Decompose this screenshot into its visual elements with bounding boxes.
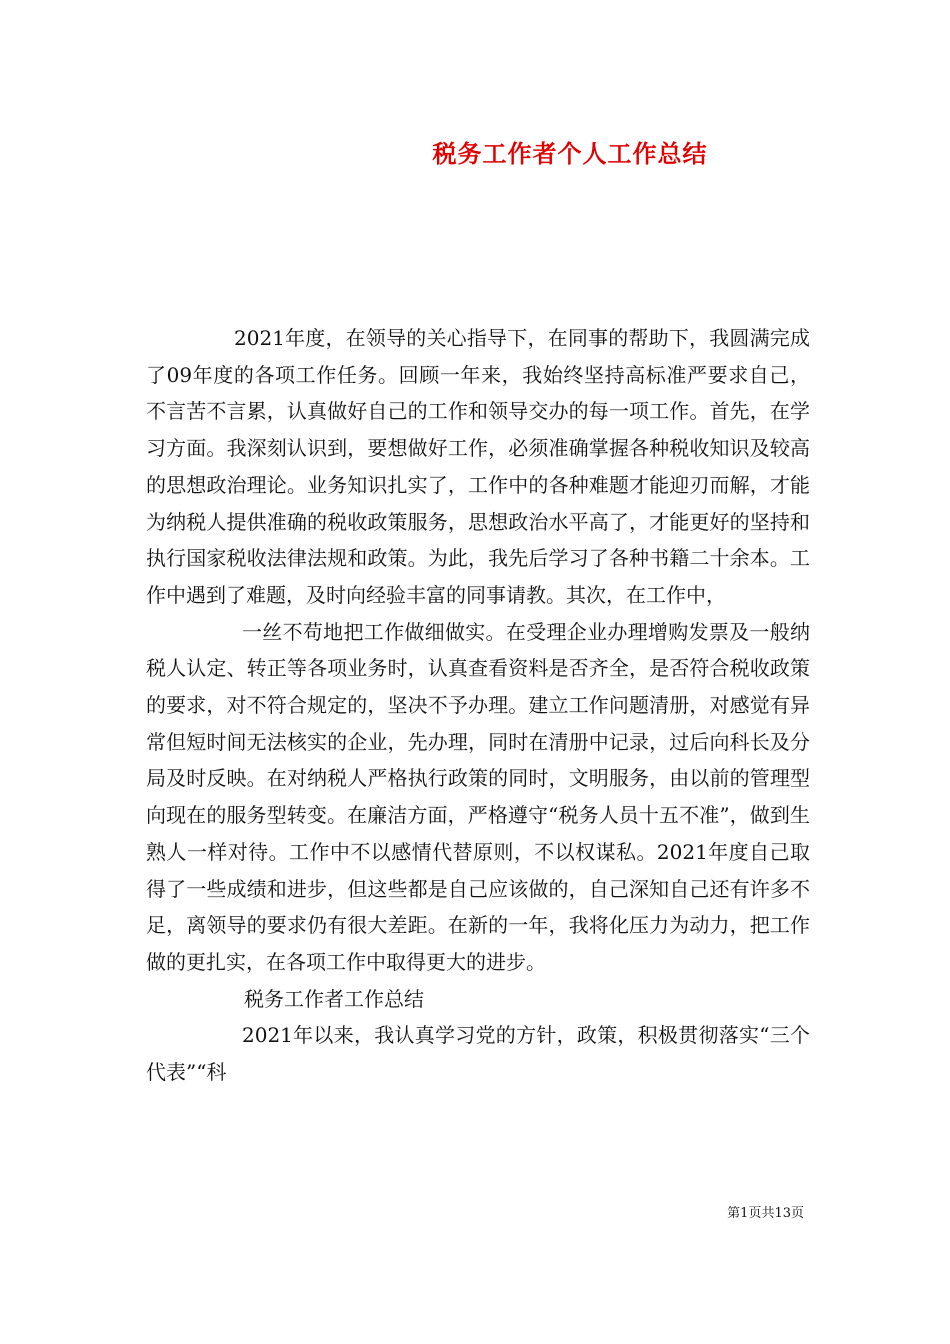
section-heading: 税务工作者工作总结 [244, 986, 424, 1011]
paragraph-3: 2021年以来，我认真学习党的方针，政策，积极贯彻落实“三个代表”“科 [146, 1023, 810, 1085]
page-number: 第1页共13页 [727, 1206, 804, 1221]
document-body [146, 320, 810, 1091]
page-title: 税务工作者个人工作总结 [432, 139, 708, 168]
paragraph-2: 一丝不苟地把工作做细做实。在受理企业办理增购发票及一般纳税人认定、转正等各项业务时，认真查看资料是否齐全，是否符合税收政策的要求，对不符合规定的，坚决不予办理。建立工作问题清册，对感觉有异常但短时间无法核实的企业，先办理，同时在清册中记录，过后向科长及分局及时反映。在对纳税人严格执行政策的同时，文明服务，由以前的管理型向现在的服务型转变。在廉洁方面，严格遵守“税务人员十五不准”，做到生熟人一样对待。工作中不以感情代替原则，不以权谋私。2021年度自己取得了一些成绩和进步，但这些都是自己应该做的，自己深知自己还有许多不足，离领导的要求仍有很大差距。在新的一年，我将化压力为动力，把工作做的更扎实，在各项工作中取得更大的进步。 [146, 619, 810, 974]
paragraph-1: 2021年度，在领导的关心指导下，在同事的帮助下，我圆满完成了09年度的各项工作任务。回顾一年来，我始终坚持高标准严要求自己，不言苦不言累，认真做好自己的工作和领导交办的每一项工作。首先，在学习方面。我深刻认识到，要想做好工作，必须准确掌握各种税收知识及较高的思想政治理论。业务知识扎实了，工作中的各种难题才能迎刃而解，才能为纳税人提供准确的税收政策服务，思想政治水平高了，才能更好的坚持和执行国家税收法律法规和政策。为此，我先后学习了各种书籍二十余本。工作中遇到了难题，及时向经验丰富的同事请教。其次，在工作中， [146, 326, 810, 607]
